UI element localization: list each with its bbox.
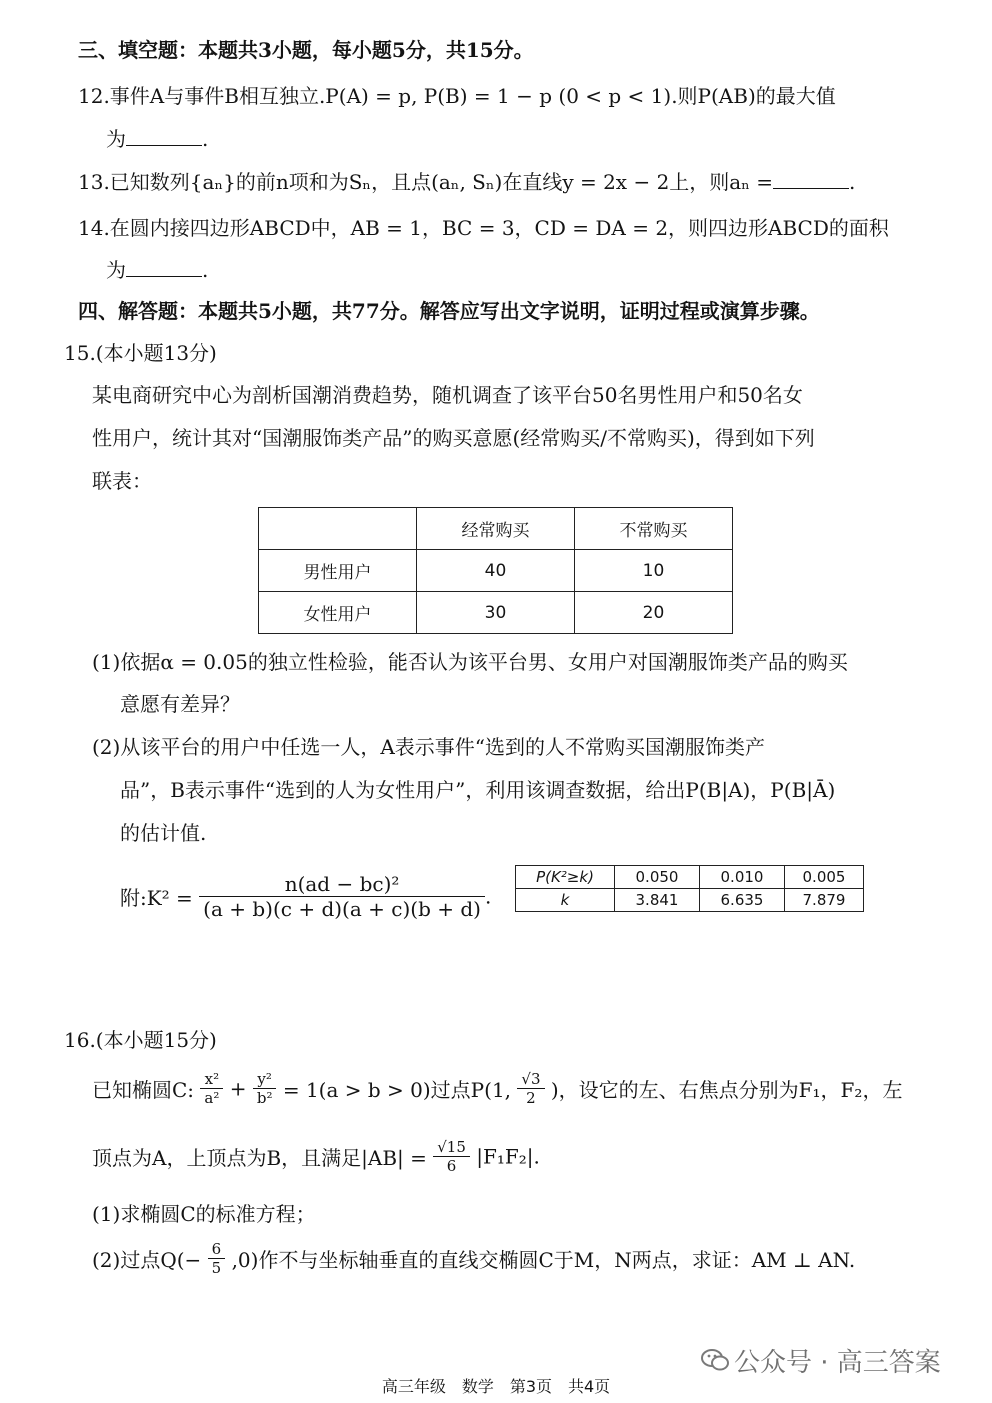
- point-q-fraction: [208, 1240, 226, 1277]
- watermark-text: 公众号 · 高三答案: [734, 1348, 941, 1378]
- table-header-row: [259, 508, 733, 550]
- table-cell: 40: [417, 550, 575, 592]
- ellipse-y-den: b²: [253, 1088, 277, 1107]
- q16-line1: [92, 1070, 902, 1107]
- table-cell: 女性用户: [259, 592, 417, 634]
- point-p-y: [517, 1070, 544, 1107]
- q15-para-line3: 联表：: [92, 469, 152, 493]
- q13-answer-blank[interactable]: [773, 170, 849, 189]
- table-cell: 0.050: [615, 866, 700, 889]
- q16-part2-suffix: ,0)作不与坐标轴垂直的直线交椭圆C于M，N两点，求证：AM ⊥ AN.: [231, 1248, 856, 1272]
- formula-end: .: [484, 884, 492, 909]
- q15-part2-line2: 品”，B表示事件“选到的人为女性用户”，利用该调查数据，给出P(B|A)，P(B|Ā): [120, 778, 836, 802]
- section4-heading: 四、解答题：本题共5小题，共77分。解答应写出文字说明，证明过程或演算步骤。: [78, 299, 820, 323]
- q14-suffix: .: [202, 258, 209, 282]
- table-cell: 0.010: [700, 866, 785, 889]
- q15-para-line1: 某电商研究中心为剖析国潮消费趋势，随机调查了该平台50名男性用户和50名女: [92, 383, 803, 407]
- q15-para-line2: 性用户，统计其对“国潮服饰类产品”的购买意愿(经常购买/不常购买)，得到如下列: [92, 426, 815, 450]
- table-row: [516, 889, 864, 912]
- table-header-cell: [259, 508, 417, 550]
- k-critical-table: [515, 865, 864, 912]
- q16-line2-suffix: |F₁F₂|.: [476, 1144, 540, 1169]
- ellipse-x-num: x²: [204, 1070, 220, 1088]
- table-cell: 7.879: [785, 889, 864, 912]
- q16-line1-mid: = 1(a > b > 0)过点P(1,: [282, 1078, 512, 1102]
- formula-label: 附:K² =: [120, 886, 193, 910]
- q12-line1: 12.事件A与事件B相互独立.P(A) = p, P(B) = 1 − p (0 < p < 1).则P(AB)的最大值: [78, 84, 836, 108]
- q15-part2-line1: (2)从该平台的用户中任选一人，A表示事件“选到的人不常购买国潮服饰类产: [92, 735, 765, 759]
- ratio-num: √15: [437, 1138, 466, 1156]
- ratio-den: 6: [433, 1156, 470, 1175]
- table-row: [259, 550, 733, 592]
- point-p-y-num: √3: [521, 1070, 541, 1088]
- point-q-num: 6: [211, 1240, 222, 1258]
- q14-line2: [106, 256, 208, 284]
- q12-line2: [106, 125, 208, 153]
- q16-part1: (1)求椭圆C的标准方程；: [92, 1202, 316, 1226]
- q16-plus: +: [229, 1076, 247, 1101]
- ellipse-term-y: [253, 1070, 277, 1107]
- q13-line: [78, 168, 855, 196]
- contingency-table: [258, 507, 733, 634]
- q13-text: 13.已知数列{aₙ}的前n项和为Sₙ，且点(aₙ, Sₙ)在直线y = 2x − 2上，则aₙ =: [78, 170, 773, 194]
- table-cell: 男性用户: [259, 550, 417, 592]
- q16-line1-suffix: )，设它的左、右焦点分别为F₁，F₂，左: [550, 1078, 903, 1102]
- table-header-cell: 不常购买: [575, 508, 733, 550]
- q12-suffix: .: [202, 127, 209, 151]
- section3-heading: 三、填空题：本题共3小题，每小题5分，共15分。: [78, 38, 534, 62]
- table-cell: 20: [575, 592, 733, 634]
- q15-part2-line3: 的估计值.: [120, 821, 207, 845]
- table-cell: 10: [575, 550, 733, 592]
- q16-line2: [92, 1138, 540, 1175]
- formula-fraction: [199, 872, 485, 921]
- table-cell: 30: [417, 592, 575, 634]
- point-p-y-den: 2: [517, 1088, 544, 1107]
- table-row: [259, 592, 733, 634]
- ellipse-term-x: [200, 1070, 223, 1107]
- ellipse-y-num: y²: [257, 1070, 272, 1088]
- table-cell: 0.005: [785, 866, 864, 889]
- table-header-cell: 经常购买: [417, 508, 575, 550]
- page-footer: 高三年级 数学 第3页 共4页: [381, 1377, 611, 1396]
- formula-denominator: (a + b)(c + d)(a + c)(b + d): [199, 896, 485, 921]
- q14-line1: 14.在圆内接四边形ABCD中，AB = 1，BC = 3，CD = DA = 2，则四边形ABCD的面积: [78, 216, 889, 240]
- k-squared-formula: [120, 872, 491, 921]
- q13-suffix: .: [848, 170, 856, 194]
- q12-prefix: 为: [106, 127, 126, 151]
- q15-part1-line1: (1)依据α = 0.05的独立性检验，能否认为该平台男、女用户对国潮服饰类产品的购买: [92, 650, 848, 674]
- q16-part2: [92, 1240, 855, 1277]
- table-cell: 3.841: [615, 889, 700, 912]
- table-cell: k: [516, 889, 615, 912]
- q15-part1-line2: 意愿有差异？: [120, 692, 240, 716]
- q16-line2-prefix: 顶点为A，上顶点为B，且满足|AB| =: [92, 1146, 427, 1170]
- q16-line1-prefix: 已知椭圆C:: [92, 1078, 195, 1102]
- q14-prefix: 为: [106, 258, 126, 282]
- point-q-den: 5: [208, 1258, 226, 1277]
- table-cell: 6.635: [700, 889, 785, 912]
- ratio-fraction: [433, 1138, 470, 1175]
- q12-answer-blank[interactable]: [126, 127, 202, 146]
- q15-title: 15.(本小题13分): [64, 341, 217, 365]
- table-row: [516, 866, 864, 889]
- q16-part2-prefix: (2)过点Q(−: [92, 1248, 202, 1272]
- ellipse-x-den: a²: [200, 1088, 223, 1107]
- q14-answer-blank[interactable]: [126, 258, 202, 277]
- q16-title: 16.(本小题15分): [64, 1028, 217, 1052]
- formula-numerator: n(ad − bc)²: [284, 872, 400, 896]
- table-cell: P(K²≥k): [516, 866, 615, 889]
